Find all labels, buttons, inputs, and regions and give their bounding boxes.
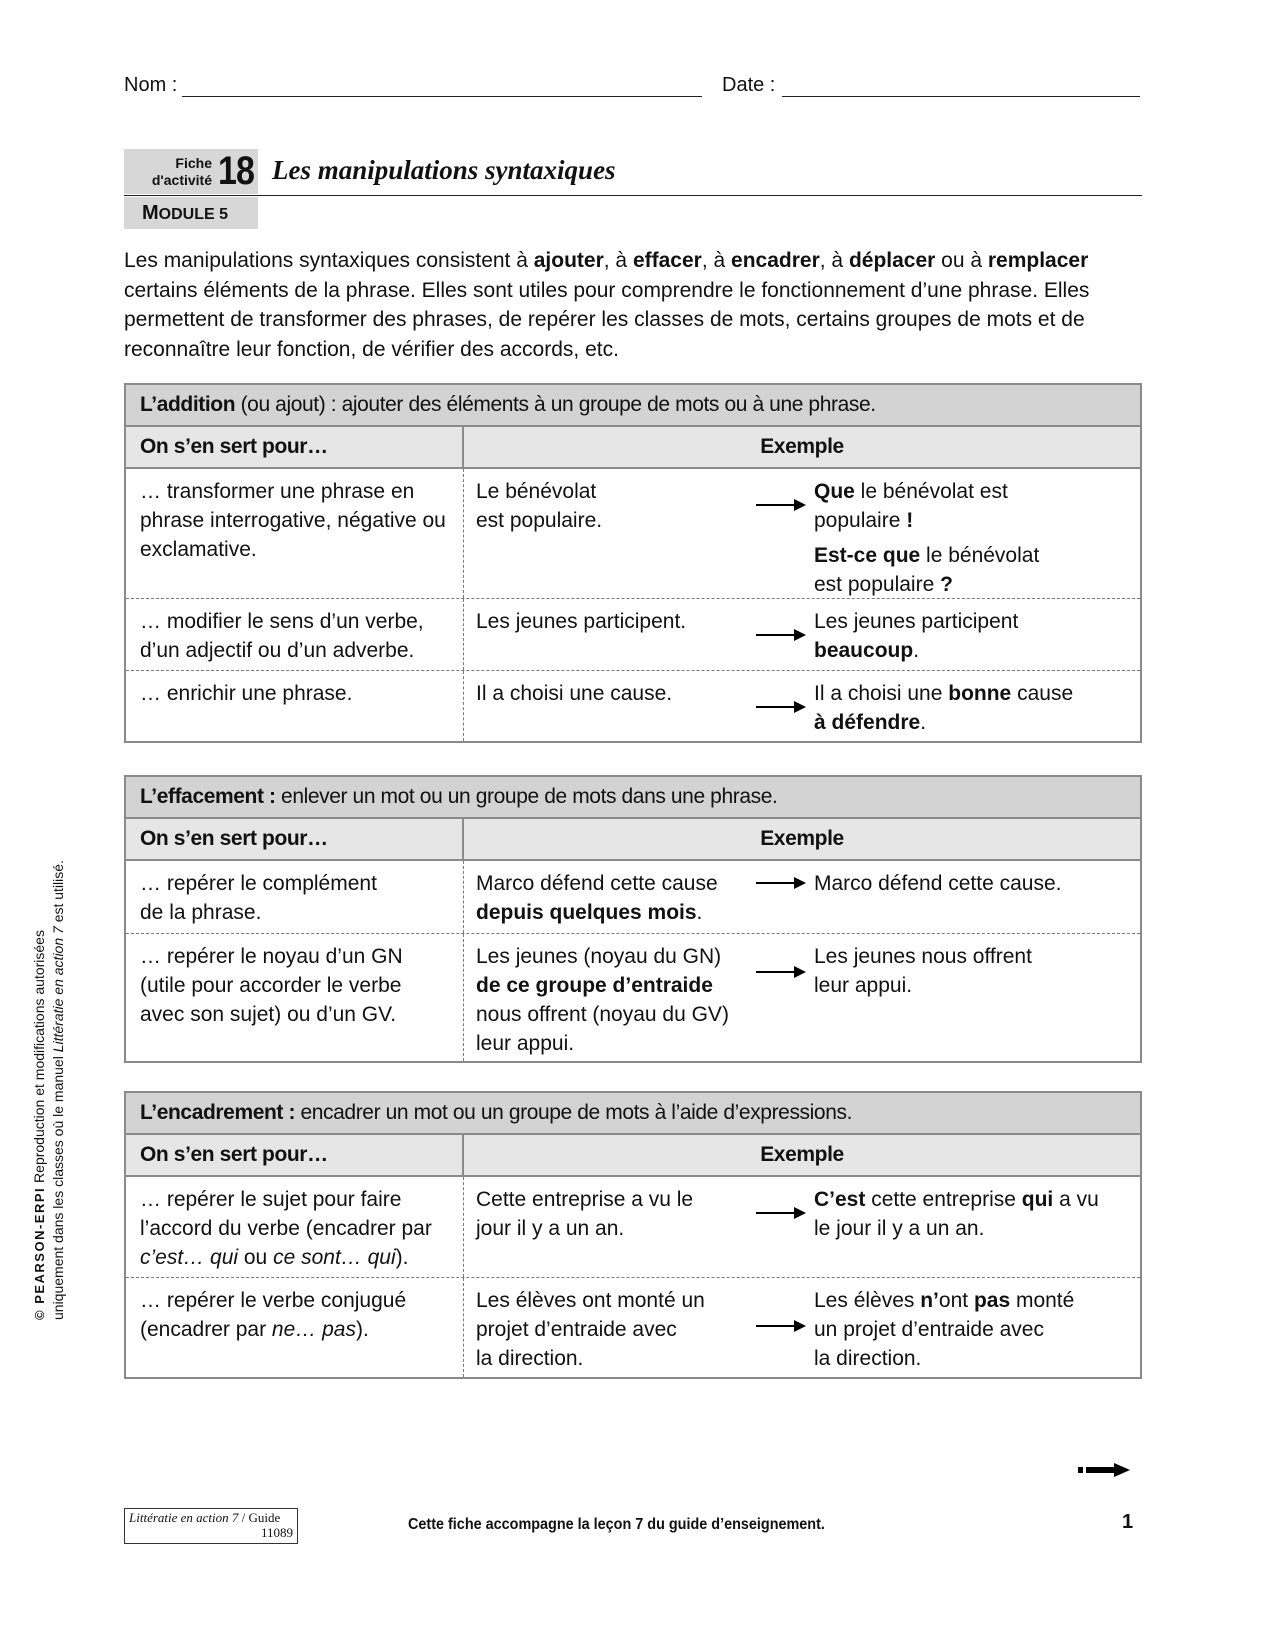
module-label: MODULE 5 [142,202,229,224]
table-row: … repérer le noyau d’un GN (utile pour accorder le verbe avec son sujet) ou d’un GV. Les jeunes (noyau du GN) de ce groupe d’entraide nous offrent (noyau du GV) leur appui. Les jeunes nous offrent leur appui. [126,934,1140,1061]
date-label: Date : [722,74,776,96]
page-title: Les manipulations syntaxiques [272,155,616,185]
addition-column-headers: On s’en sert pour… Exemple [126,427,1140,469]
intro-paragraph: Les manipulations syntaxiques consistent à ajouter, à effacer, à encadrer, à déplacer ou à remplacer certains éléments de la phrase. Elles sont utiles pour comprendre le fonctionnement d’une phrase. Elles permettent de transformer des phrases, de repérer les classes de mots, certains groupes de mots et de reconnaître leur fonction, de vérifier des accords, etc. [124,249,1090,361]
table-row: … transformer une phrase en phrase interrogative, négative ou exclamative. Le bénévolat est populaire. Que le bénévolat est populaire ! Est-ce que le bénévolat est populaire ? [126,469,1140,599]
fiche-number: 18 [218,149,255,193]
copyright-sidebar: © PEARSON-ERPI Reproduction et modifications autorisées uniquement dans les classes où le manuel Littératie en action 7 est utilisé. [31,860,66,1320]
encadrement-table [124,1091,1142,1379]
next-page-arrow-icon[interactable] [1078,1463,1130,1477]
table-row: … enrichir une phrase. Il a choisi une cause. Il a choisi une bonne cause à défendre. [126,671,1140,741]
addition-header: L’addition (ou ajout) : ajouter des éléments à un groupe de mots ou à une phrase. [126,385,1140,427]
page-number: 1 [1122,1511,1134,1533]
encadrement-column-headers: On s’en sert pour… Exemple [126,1135,1140,1177]
effacement-table [124,775,1142,1063]
arrow-icon [754,1177,810,1277]
table-row: … repérer le complément de la phrase. Marco défend cette cause depuis quelques mois. Marco défend cette cause. [126,861,1140,934]
arrow-icon [754,469,810,598]
arrow-icon [754,671,810,741]
fiche-label: Fiche d'activité [151,155,212,188]
addition-table [124,383,1142,743]
title-rule [124,195,1142,196]
effacement-column-headers: On s’en sert pour… Exemple [126,819,1140,861]
arrow-icon [764,934,810,1061]
table-row: … repérer le sujet pour faire l’accord du verbe (encadrer par c’est… qui ou ce sont… qui). Cette entreprise a vu le jour il y a un an. C’est cette entreprise qui a vu le jour il y a un an. [126,1177,1140,1278]
arrow-icon [754,861,810,933]
encadrement-header: L’encadrement : encadrer un mot ou un groupe de mots à l’aide d’expressions. [126,1093,1140,1135]
table-row: … repérer le verbe conjugué (encadrer par ne… pas). Les élèves ont monté un projet d’entraide avec la direction. Les élèves n’ont pas monté un projet d’entraide avec la direction. [126,1278,1140,1377]
name-label: Nom : [124,74,178,96]
arrow-icon [754,1278,810,1377]
arrow-icon [754,599,810,670]
book-reference: Littératie en action 7 / Guide 11089 [124,1508,298,1544]
effacement-header: L’effacement : enlever un mot ou un groupe de mots dans une phrase. [126,777,1140,819]
footer-note: Cette fiche accompagne la leçon 7 du guide d’enseignement. [408,1516,825,1533]
table-row: … modifier le sens d’un verbe, d’un adjectif ou d’un adverbe. Les jeunes participent. Les jeunes participent beaucoup. [126,599,1140,671]
